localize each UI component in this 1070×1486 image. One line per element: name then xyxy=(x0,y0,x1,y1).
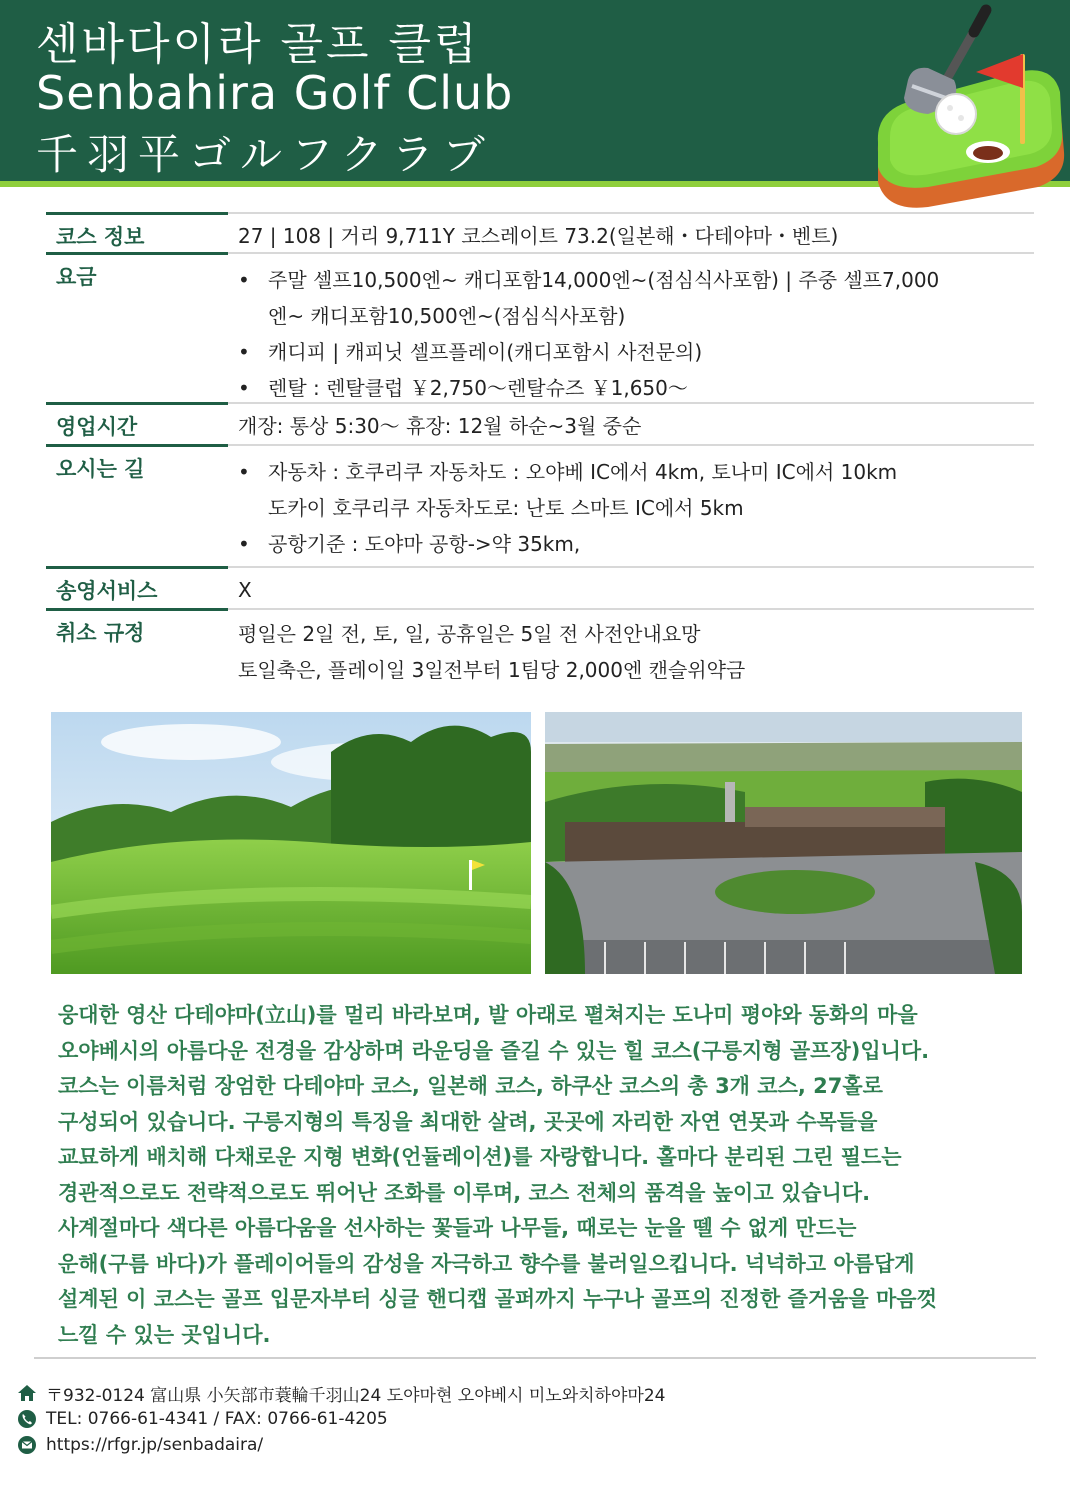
value-shuttle: X xyxy=(238,578,252,602)
value-course-info: 27 | 108 | 거리 9,711Y 코스레이트 73.2(일본해・다테야마・벤트) xyxy=(238,224,839,248)
fee-item-weekend-continued: 엔~ 캐디포함10,500엔~(점심식사포함) xyxy=(268,304,626,328)
access-list xyxy=(238,454,1034,562)
footer-phone: TEL: 0766-61-4341 / FAX: 0766-61-4205 xyxy=(46,1409,388,1429)
desc-line-6: 경관적으로도 전략적으로도 뛰어난 조화를 이루며, 코스 전체의 품격을 높이고 있습니다. xyxy=(58,1180,871,1205)
label-course-info: 코스 정보 xyxy=(46,212,228,252)
course-description xyxy=(58,998,1058,1353)
cancel-line-1: 평일은 2일 전, 토, 일, 공휴일은 5일 전 사전안내요망 xyxy=(238,622,701,646)
title-korean: 센바다이라 골프 클럽 xyxy=(36,19,480,70)
footer-address-row xyxy=(16,1380,665,1406)
access-item-car xyxy=(238,454,1034,490)
home-icon xyxy=(16,1382,38,1404)
label-fee: 요금 xyxy=(46,252,228,402)
fee-item-rental-text: 렌탈 : 렌탈클럽 ￥2,750～렌탈슈즈 ￥1,650～ xyxy=(268,376,688,400)
photo-clubhouse xyxy=(545,712,1022,974)
row-access xyxy=(46,444,1034,566)
value-hours: 개장: 통상 5:30～ 휴장: 12월 하순~3월 중순 xyxy=(238,414,642,438)
value-fee xyxy=(228,254,1034,402)
cancel-line-2: 토일축은, 플레이일 3일전부터 1팀당 2,000엔 캔슬위약금 xyxy=(238,658,746,682)
fee-item-caddie xyxy=(238,334,1034,370)
access-item-airport-text: 공항기준 : 도야마 공항->약 35km, xyxy=(268,532,581,556)
label-access: 오시는 길 xyxy=(46,444,228,566)
label-hours: 영업시간 xyxy=(46,402,228,444)
desc-line-8: 운해(구름 바다)가 플레이어들의 감성을 자극하고 향수를 불러일으킵니다. 넉넉하고 아름답게 xyxy=(58,1251,915,1276)
value-cancel xyxy=(228,610,1034,688)
row-shuttle xyxy=(46,566,1034,608)
row-hours xyxy=(46,402,1034,444)
fee-item-caddie-text: 캐디피 | 캐피닛 셀프플레이(캐디포함시 사전문의) xyxy=(268,340,703,364)
row-fee xyxy=(46,252,1034,402)
footer-address: 〒932-0124 富山県 小矢部市蓑輪千羽山24 도야마현 오야베시 미노와치하야마24 xyxy=(46,1385,666,1406)
desc-line-10: 느낄 수 있는 곳입니다. xyxy=(58,1322,271,1347)
desc-line-3: 코스는 이름처럼 장엄한 다테야마 코스, 일본해 코스, 하쿠산 코스의 총 3개 코스, 27홀로 xyxy=(58,1074,883,1098)
fee-item-weekend xyxy=(238,262,1034,298)
desc-line-7: 사계절마다 색다른 아름다움을 선사하는 꽃들과 나무들, 때로는 눈을 뗄 수 없게 만드는 xyxy=(58,1216,857,1240)
phone-icon xyxy=(16,1408,38,1430)
value-access xyxy=(228,446,1034,566)
footer-contact xyxy=(16,1380,665,1458)
label-shuttle: 송영서비스 xyxy=(46,566,228,608)
desc-line-1: 웅대한 영산 다테야마(立山)를 멀리 바라보며, 발 아래로 펼쳐지는 도나미 평야와 동화의 마을 xyxy=(58,1003,918,1027)
access-item-airport xyxy=(238,526,1034,562)
fee-item-weekend-text: 주말 셀프10,500엔~ 캐디포함14,000엔~(점심식사포함) | 주중 셀프7,000 xyxy=(268,268,940,292)
desc-line-2: 오야베시의 아름다운 전경을 감상하며 라운딩을 즐길 수 있는 힐 코스(구릉지형 골프장)입니다. xyxy=(58,1038,930,1063)
title-english: Senbahira Golf Club xyxy=(36,66,514,120)
fee-item-rental xyxy=(238,370,1034,406)
access-item-car-continued: 도카이 호쿠리쿠 자동차도로: 난토 스마트 IC에서 5km xyxy=(268,496,744,520)
access-item-car-text: 자동차 : 호쿠리쿠 자동차도 : 오야베 IC에서 4km, 토나미 IC에서 10km xyxy=(268,460,898,484)
label-cancel: 취소 규정 xyxy=(46,608,228,688)
title-japanese: 千羽平ゴルフクラブ xyxy=(36,130,494,179)
fee-list xyxy=(238,262,1034,406)
desc-line-5: 교묘하게 배치해 다채로운 지형 변화(언듈레이션)를 자랑합니다. 홀마다 분리된 그린 필드는 xyxy=(58,1145,902,1169)
row-course-info xyxy=(46,212,1034,252)
photo-fairway xyxy=(51,712,531,974)
row-cancel xyxy=(46,608,1034,688)
mail-icon xyxy=(16,1434,38,1456)
desc-line-9: 설계된 이 코스는 골프 입문자부터 싱글 핸디캡 골퍼까지 누구나 골프의 진정한 즐거움을 마음껏 xyxy=(58,1287,937,1311)
golf-club-flag-icon xyxy=(868,2,1068,212)
footer-url-link[interactable]: https://rfgr.jp/senbadaira/ xyxy=(46,1435,264,1455)
desc-line-4: 구성되어 있습니다. 구릉지형의 특징을 최대한 살려, 곳곳에 자리한 자연 연못과 수목들을 xyxy=(58,1109,878,1134)
footer-divider xyxy=(34,1357,1036,1359)
info-table xyxy=(46,212,1034,688)
footer-phone-row xyxy=(16,1406,665,1432)
footer-url-row xyxy=(16,1432,665,1458)
